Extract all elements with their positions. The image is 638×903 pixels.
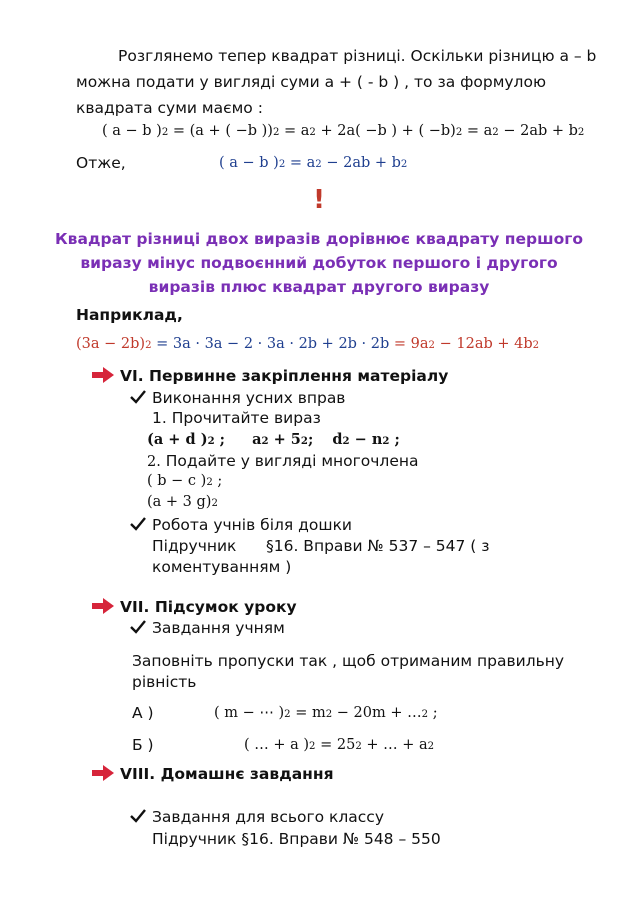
example-r1: = 9a [393, 336, 429, 352]
section-7-title-text: VII. Підсумок уроку [120, 598, 297, 616]
section-8-title-text: VIII. Домашнє завдання [120, 765, 334, 783]
arrow-right-icon [92, 598, 114, 614]
task-a-label: А ) [132, 704, 154, 722]
poly-1: ( b − c )$^2$ ; [147, 473, 223, 489]
section-7-item-1 [130, 619, 285, 637]
arrow-right-icon [92, 367, 114, 383]
task-a-expr2: = m [295, 705, 326, 721]
poly-2-expr: (a + 3 g) [147, 494, 212, 510]
derivation-eq4: = a [466, 123, 493, 139]
checkmark-icon [130, 390, 146, 404]
expr-a: (a + d ) [147, 431, 208, 448]
task-b-expr3: + … + a [366, 737, 428, 753]
task-2-num: 2. [147, 454, 161, 470]
derivation-formula: ( a − b )$^2$ = (a + ( −b ))$^2 = a^2 + 2a( -b$ ) + ( $-b)^2 = a^2 - 2ab + b^2$ [102, 123, 585, 139]
section-6-item-2-text: Робота учнів біля дошки [152, 516, 353, 534]
intro-line-2: можна подати у вигляді суми a + ( - b ) , то за формулою [76, 73, 546, 91]
section-6-item-1-text: Виконання усних вправ [152, 389, 346, 407]
therefore-label: Отже, [76, 154, 126, 172]
derivation-eq2: = a [284, 123, 310, 139]
rule-line-3: виразів плюс квадрат другого виразу [148, 278, 490, 296]
example-label: Наприклад, [76, 306, 183, 324]
task-2-label: Подайте у вигляді многочлена [165, 452, 419, 470]
therefore-f3: − 2ab + b [326, 155, 401, 171]
section-7-item-1-text: Завдання учням [152, 619, 285, 637]
expr-b2: + 5 [273, 431, 301, 448]
task-1-text: 1. Прочитайте вираз [152, 409, 321, 427]
checkmark-icon [130, 620, 146, 634]
task-a-expr3: − 20m + … [336, 705, 422, 721]
separator: ; [219, 431, 226, 448]
intro-line-1: Розглянемо тепер квадрат різниці. Оскільки різницю a – b [118, 47, 597, 65]
example-mid: = 3a · 3a − 2 · 3a · 2b + 2b · 2b [156, 336, 390, 352]
intro-line-3: квадрата суми маємо : [76, 99, 263, 117]
derivation-eq1: = (a + ( −b )) [172, 123, 273, 139]
task-b-expr1: ( … + а ) [244, 737, 310, 753]
exclamation-mark: ! [313, 185, 325, 215]
poly-1-expr: ( b − c ) [147, 473, 207, 489]
separator: ; [217, 473, 223, 489]
task-a-expr1: ( m − ⋯ ) [214, 705, 285, 721]
checkmark-icon [130, 809, 146, 823]
fill-line-1: Заповніть пропуски так , щоб отриманим правильну [132, 652, 565, 670]
task-b-expr2: = 25 [320, 737, 356, 753]
section-6-item-2 [130, 516, 352, 534]
rule-line-2: виразу мінус подвоєнний добуток першого і другого [80, 254, 558, 272]
derivation-eq3: + 2a( −b ) + ( −b) [320, 123, 456, 139]
example-lhs: (3a − 2b) [76, 336, 146, 352]
board-line-1: Підручник §16. Вправи № 537 – 547 ( з [152, 537, 490, 555]
section-6-title [92, 367, 448, 385]
section-6-title-text: VI. Первинне закріплення матеріалу [120, 367, 449, 385]
section-8-title [92, 765, 334, 783]
section-8-item-1-text: Завдання для всього классу [152, 808, 384, 826]
task-b-label: Б ) [132, 736, 154, 754]
arrow-right-icon [92, 765, 114, 781]
board-line-2: коментуванням ) [152, 558, 292, 576]
therefore-f2: = a [289, 155, 316, 171]
fill-line-2: рівність [132, 673, 197, 691]
section-7-title [92, 598, 297, 616]
example-formula: $(3a - 2b)^2 = 3a \cdot 3a - 2 \cdot 3a \cdot 2b + 2b \cdot 2b = 9a^2 - 12ab + 4b^2$ [76, 336, 540, 352]
task-2-text [147, 452, 419, 470]
task-b-formula: ( … + а )$^2 = 25^2$ + … + $a^2$ [244, 737, 435, 753]
rule-line-1: Квадрат різниці двох виразів дорівнює квадрату першого [55, 230, 583, 248]
therefore-f1: ( a − b ) [219, 155, 279, 171]
derivation-lhs: ( a − b ) [102, 123, 162, 139]
section-6-item-1 [130, 389, 345, 407]
separator: ; [307, 431, 314, 448]
derivation-eq5: − 2ab + b [503, 123, 578, 139]
example-r2: − 12ab + 4b [439, 336, 533, 352]
poly-2: (a + 3 g)$^2$ [147, 494, 218, 510]
separator: ; [394, 431, 400, 448]
task-1-expressions: (a + d )$^2$ ; $a^2 + 5^2$; $d^2 - n^2$ ; [147, 431, 400, 448]
expr-b: a [252, 431, 262, 448]
expr-c2: − n [354, 431, 383, 448]
homework-line: Підручник §16. Вправи № 548 – 550 [152, 830, 441, 848]
checkmark-icon [130, 517, 146, 531]
therefore-formula: ( a − b )$^2 = a^2 - 2ab + b^2$ [219, 155, 408, 171]
section-8-item-1 [130, 808, 384, 826]
task-a-formula: ( m − ⋯ )$^2 = m^2 - 20m$ + …$^2$ ; [214, 705, 438, 721]
expr-c: d [332, 431, 343, 448]
separator: ; [432, 705, 438, 721]
